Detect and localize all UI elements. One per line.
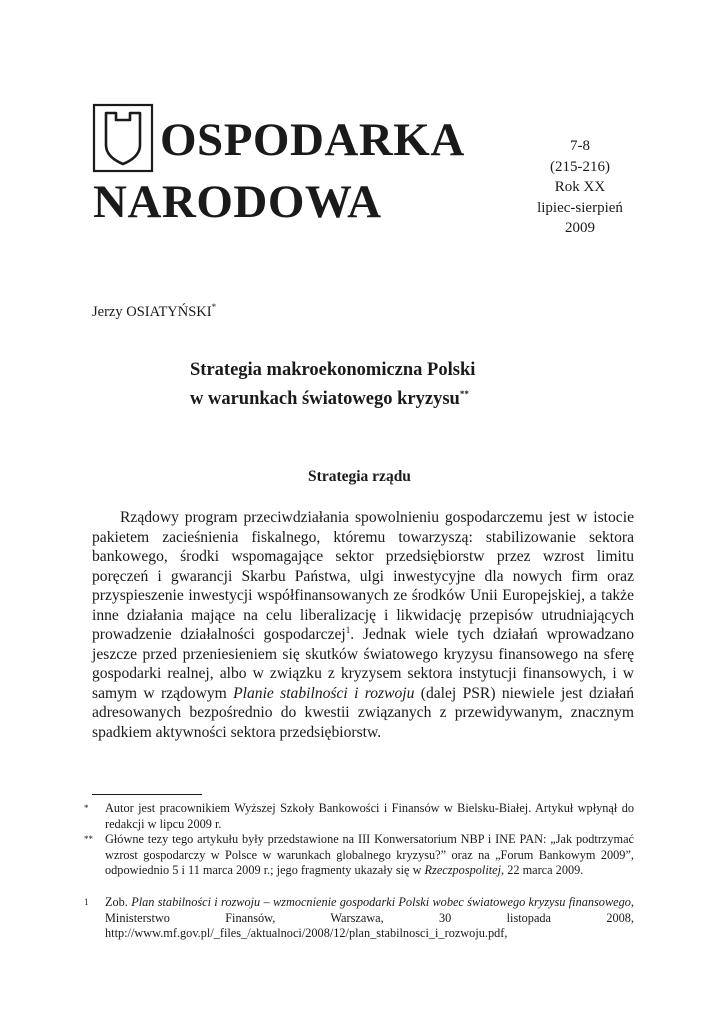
- body-text-part3: (dalej PSR) niewiele jest działań adresowanych bezpośrednio do kwestii związanych z przewidywanym, znacznym spadkiem aktywności sektora przedsiębiorstw.: [92, 684, 634, 741]
- footnote-mark: 1: [84, 897, 89, 907]
- title-footnote-mark[interactable]: **: [459, 389, 469, 399]
- body-footnote-mark[interactable]: 1: [345, 624, 351, 635]
- footnote-text-italic: Plan stabilności i rozwoju – wzmocnienie gospodarki Polski wobec światowego kryzysu finansowego: [131, 895, 631, 909]
- author-first-name: Jerzy: [92, 303, 123, 320]
- issue-number: 7-8: [570, 138, 590, 154]
- issue-months: lipiec-sierpień: [537, 199, 623, 216]
- author-line: [92, 302, 216, 321]
- journal-title-line1: OSPODARKA: [160, 114, 465, 166]
- body-text-part2: . Jednak wiele tych działań wprowadzano jeszcze przed przeniesieniem się skutków światowego kryzysu finansowego na sferę gospodarki realnej, albo w związku z kryzysem sektora instytucji finansowych, i w samym w rządowym: [92, 626, 634, 702]
- section-heading: Strategia rządu: [308, 468, 411, 485]
- footnote-text-tail: , 22 marca 2009.: [501, 863, 584, 877]
- footnote-mark: *: [84, 803, 89, 813]
- author-last-name: OSIATYŃSKI: [126, 303, 212, 320]
- footnote-text: Autor jest pracownikiem Wyższej Szkoły Bankowości i Finansów w Bielsku-Białej. Artykuł wpłynął do redakcji w lipcu 2009 r.: [105, 801, 634, 831]
- footnote-author: [84, 801, 634, 832]
- author-footnote-mark[interactable]: *: [211, 302, 217, 312]
- footnote-mark: **: [84, 834, 93, 844]
- footnote-text: [105, 832, 634, 879]
- footnote-divider: [92, 794, 202, 795]
- footnote-text-part[interactable]: , Ministerstwo Finansów, Warszawa, 30 listopada 2008, http://www.mf.gov.pl/_files_/aktualnoci/2008/12/plan_stabilnosci_i_rozwoju.pdf,: [105, 895, 634, 940]
- issue-range: (215-216): [550, 158, 610, 175]
- footnote-text-italic: Rzeczpospolitej: [424, 863, 502, 877]
- body-text-part1: Rządowy program przeciwdziałania spowolnieniu gospodarczemu jest w istocie pakietem zacieśnienia fiskalnego, któremu towarzyszą: stabilizowanie sektora bankowego, środki wspomagające sektor przedsiębiorstw przez wzrost limitu poręczeń i gwarancji Skarbu Państwa, ulgi inwestycyjne dla nowych firm oraz przyspieszenie inwestycji współfinansowanych ze środków Unii Europejskiej, a także inne działania mające na celu liberalizację i likwidację przepisów utrudniających prowadzenie działalności gospodarczej: [92, 509, 634, 643]
- publication-year: 2009: [565, 220, 595, 236]
- journal-title-line2: NARODOWA: [93, 176, 382, 228]
- journal-logo-icon: [92, 103, 154, 173]
- footnote-title: [84, 832, 634, 879]
- footnote-1: [84, 895, 634, 942]
- article-title-line1: Strategia makroekonomiczna Polski: [190, 360, 476, 380]
- issue-info: [500, 136, 660, 239]
- footnote-text: [105, 895, 634, 942]
- footnote-text-part: Główne tezy tego artykułu były przedstawione na III Konwersatorium NBP i INE PAN: „Jak podtrzymać wzrost gospodarczy w Polsce w warunkach globalnego kryzysu?” oraz na „Forum Bankowym 2009”, odpowiednio 5 i 11 marca 2009 r.; jego fragmenty ukazały się w: [105, 832, 634, 877]
- article-title-line2: w warunkach światowego kryzysu: [190, 389, 460, 410]
- body-paragraph: [92, 508, 634, 742]
- footnote-text-lead: Zob.: [105, 895, 132, 909]
- article-title: [190, 358, 475, 411]
- issue-year: Rok XX: [554, 179, 606, 195]
- body-text-italic: Planie stabilności i rozwoju: [233, 684, 415, 702]
